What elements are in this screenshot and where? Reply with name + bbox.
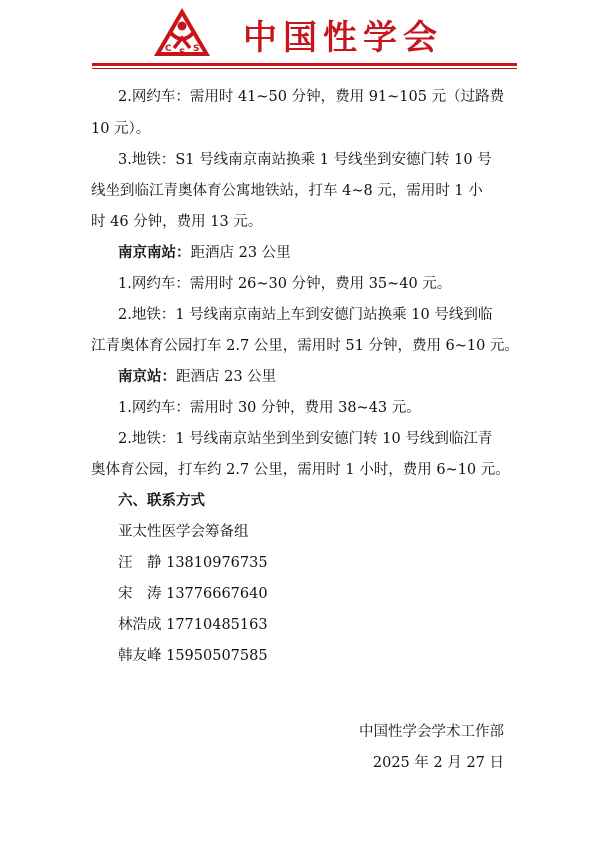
station-line xyxy=(118,367,276,387)
contact-name: 林浩成 xyxy=(118,617,162,633)
station-distance: 距酒店 23 公里 xyxy=(176,369,277,385)
logo-letter-s2: S xyxy=(193,44,200,54)
body-line: 2.地铁：1 号线南京站坐到坐到安德门转 10 号线到临江青 xyxy=(118,431,493,447)
body-line: 线坐到临江青奥体育公寓地铁站，打车 4~8 元，需用时 1 小 xyxy=(91,183,483,199)
body-line: 10 元）。 xyxy=(91,121,151,137)
station-distance: 距酒店 23 公里 xyxy=(190,245,291,261)
contact-name: 宋 涛 xyxy=(118,586,162,602)
contact-phone: 15950507585 xyxy=(166,648,268,664)
body-line: 2.地铁：1 号线南京南站上车到安德门站换乘 10 号线到临 xyxy=(118,307,493,323)
body-line: 3.地铁：S1 号线南京南站换乘 1 号线坐到安德门转 10 号 xyxy=(118,152,492,168)
contact-phone: 17710485163 xyxy=(166,617,268,633)
contact-name: 汪 静 xyxy=(118,555,162,571)
logo-letter-s1: S xyxy=(179,48,186,58)
signature-date: 2025 年 2 月 27 日 xyxy=(372,755,504,771)
contact-phone: 13776667640 xyxy=(166,586,268,602)
contact-name: 韩友峰 xyxy=(118,648,162,664)
organization-title: 中国性学会 xyxy=(243,18,443,58)
contact-row xyxy=(118,553,268,573)
contact-row xyxy=(118,646,268,666)
signature-department: 中国性学会学术工作部 xyxy=(359,724,504,740)
body-line: 2.网约车：需用时 41~50 分钟，费用 91~105 元（过路费 xyxy=(118,89,505,105)
contact-group: 亚太性医学会筹备组 xyxy=(118,524,249,540)
contact-heading: 六、联系方式 xyxy=(118,492,205,509)
station-label: 南京南站： xyxy=(118,244,191,261)
station-label: 南京站： xyxy=(118,368,176,385)
body-line: 时 46 分钟，费用 13 元。 xyxy=(91,214,263,230)
body-line: 江青奥体育公园打车 2.7 公里，需用时 51 分钟，费用 6~10 元。 xyxy=(91,338,519,354)
station-line xyxy=(118,243,291,263)
contact-row xyxy=(118,584,268,604)
contact-row xyxy=(118,615,268,635)
body-line: 1.网约车：需用时 26~30 分钟，费用 35~40 元。 xyxy=(118,276,452,292)
body-line: 奥体育公园，打车约 2.7 公里，需用时 1 小时，费用 6~10 元。 xyxy=(91,462,510,478)
contact-phone: 13810976735 xyxy=(166,555,268,571)
logo-letter-c: C xyxy=(165,44,172,54)
body-line: 1.网约车：需用时 30 分钟，费用 38~43 元。 xyxy=(118,400,421,416)
